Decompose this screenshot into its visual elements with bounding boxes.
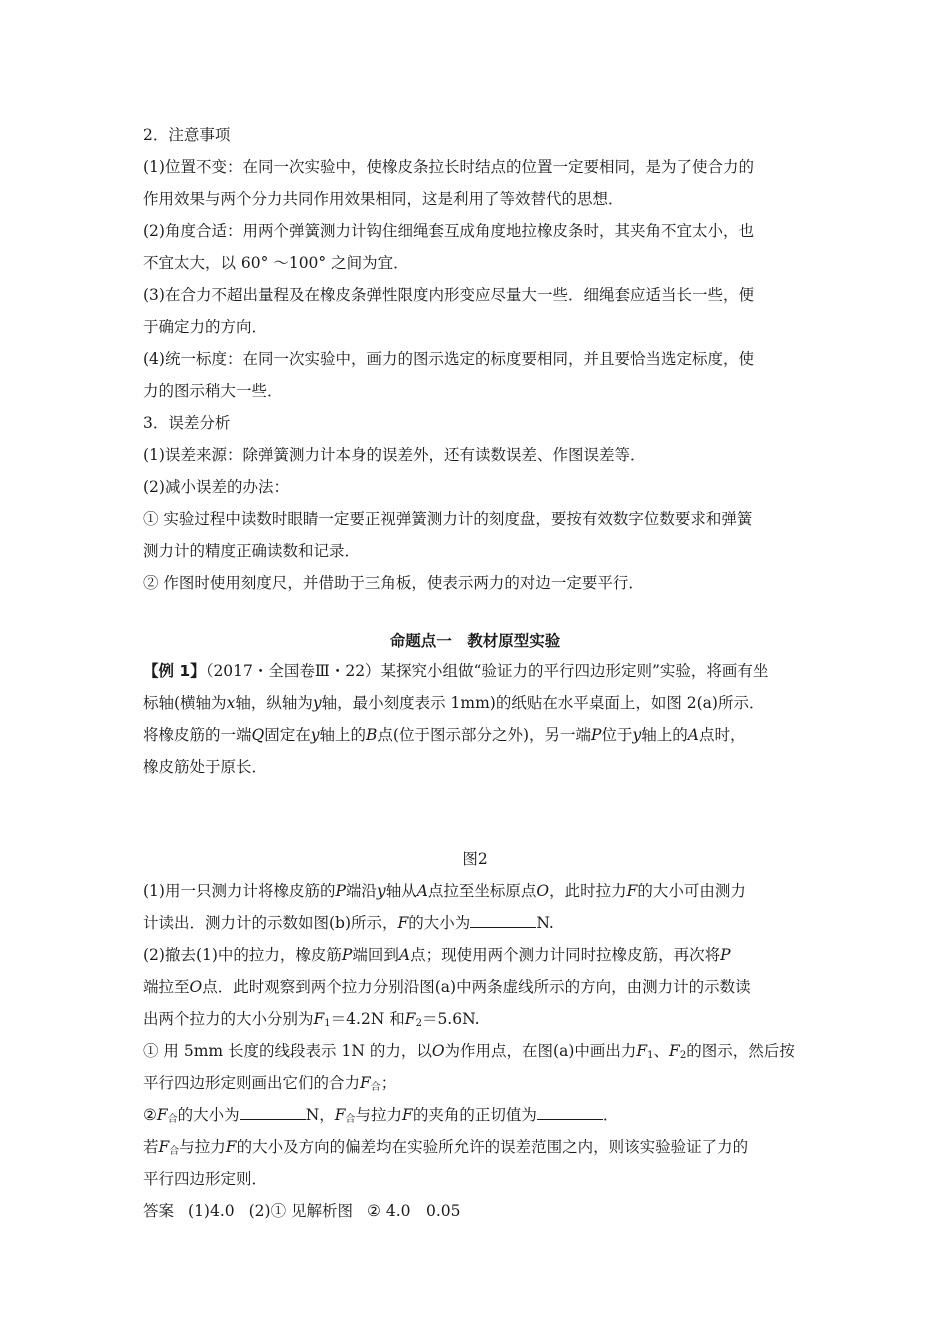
section2-p2b: 不宜太大，以 60° ～100° 之间为宜．: [143, 254, 409, 272]
question-2-line-4: ① 用 5mm 长度的线段表示 1N 的力，以O为作用点，在图(a)中画出力$F_1$、$F_2$的图示，然后按: [143, 1042, 795, 1061]
question-2-line-6: $②F_合$的大小为 N，$F_合$与拉力F的夹角的正切值为 ．: [143, 1106, 619, 1125]
topic-title: 命题点一 教材原型实验: [389, 632, 561, 650]
section3-heading: 3．误差分析: [143, 414, 231, 432]
section3-p3b: 测力计的精度正确读数和记录．: [143, 542, 361, 560]
section3-p2: (2)减小误差的办法：: [143, 478, 289, 496]
answer-label: 答案: [143, 1202, 175, 1220]
example-line-2: 标轴(横轴为x轴，纵轴为y轴，最小刻度表示 1mm)的纸贴在水平桌面上，如图 2(a)所示．: [143, 694, 765, 712]
figure-caption: 图2: [462, 850, 488, 868]
example-line-1: 【例 1】（2017・全国卷Ⅲ・22）某探究小组做“验证力的平行四边形定则”实验，将画有坐: [143, 662, 769, 680]
section2-p1b: 作用效果与两个分力共同作用效果相同，这是利用了等效替代的思想．: [143, 190, 624, 208]
section2-p3a: (3)在合力不超出量程及在橡皮条弹性限度内形变应尽量大一些．细绳套应适当长一些，便: [143, 286, 754, 304]
answer-blank-3[interactable]: [537, 1105, 603, 1120]
section2-heading: 2．注意事项: [143, 126, 231, 144]
section3-p3a: ① 实验过程中读数时眼睛一定要正视弹簧测力计的刻度盘，要按有效数字位数要求和弹簧: [143, 510, 753, 528]
question-2-line-5: 平行四边形定则画出它们的合力$F_合$；: [143, 1074, 397, 1093]
question-2-line-1: (2)撤去(1)中的拉力，橡皮筋P端回到A点；现使用两个测力计同时拉橡皮筋，再次将P: [143, 946, 731, 964]
example-label: 【例 1】: [143, 662, 206, 680]
question-1-line-1: (1)用一只测力计将橡皮筋的P端沿y轴从A点拉至坐标原点O，此时拉力F的大小可由测力: [143, 882, 746, 900]
section2-p1a: (1)位置不变：在同一次实验中，使橡皮条拉长时结点的位置一定要相同，是为了使合力的: [143, 158, 754, 176]
section2-p4a: (4)统一标度：在同一次实验中，画力的图示选定的标度要相同，并且要恰当选定标度，使: [143, 350, 754, 368]
section2-p2a: (2)角度合适：用两个弹簧测力计钩住细绳套互成角度地拉橡皮条时，其夹角不宜太小，也: [143, 222, 754, 240]
section2-p4b: 力的图示稍大一些．: [143, 382, 283, 400]
section2-p3b: 于确定力的方向．: [143, 318, 268, 336]
answer-blank-1[interactable]: [470, 913, 536, 928]
question-3-line-2: 平行四边形定则．: [143, 1170, 268, 1188]
example-line-4: 橡皮筋处于原长．: [143, 758, 268, 776]
answer-line: 答案 (1)4.0 (2)① 见解析图 ② 4.0 0.05: [143, 1202, 461, 1220]
question-2-line-2: 端拉至O点．此时观察到两个拉力分别沿图(a)中两条虚线所示的方向，由测力计的示数读: [143, 978, 751, 996]
question-2-line-3: 出两个拉力的大小分别为$F_1=4.2N$ 和$F_2=5.6N$.: [143, 1010, 480, 1029]
question-3-line-1: 若$F_合$与拉力F的大小及方向的偏差均在实验所允许的误差范围之内，则该实验验证了力的: [143, 1138, 749, 1157]
answer-blank-2[interactable]: [240, 1105, 306, 1120]
section3-p1: (1)误差来源：除弹簧测力计本身的误差外，还有读数误差、作图误差等．: [143, 446, 646, 464]
section3-p4: ② 作图时使用刻度尺，并借助于三角板，使表示两力的对边一定要平行．: [143, 574, 644, 592]
example-line-3: 将橡皮筋的一端Q固定在y轴上的B点(位于图示部分之外)，另一端P位于y轴上的A点时，: [143, 726, 746, 744]
question-1-line-2: 计读出．测力计的示数如图(b)所示，F的大小为 N.: [143, 914, 554, 932]
